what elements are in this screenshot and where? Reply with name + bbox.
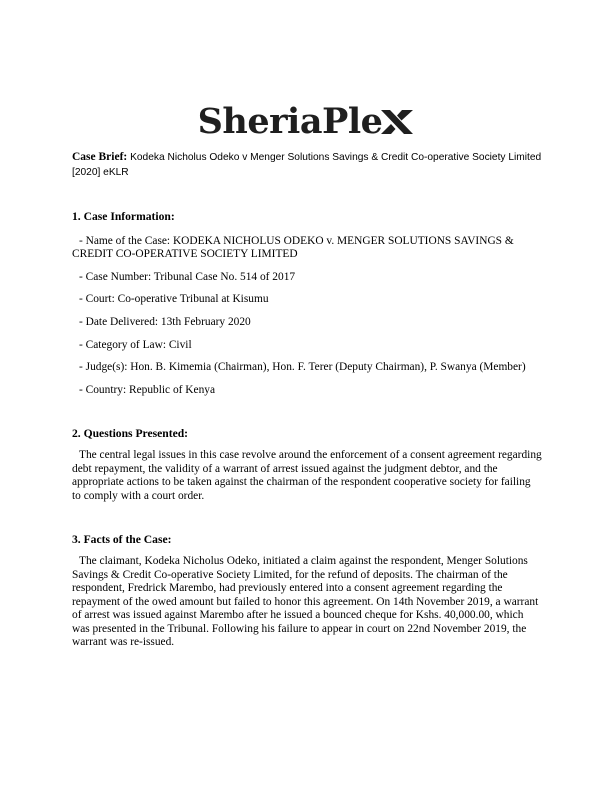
- case-info-name: - Name of the Case: KODEKA NICHOLUS ODEKO v. MENGER SOLUTIONS SAVINGS & CREDIT CO-OPERATIVE SOCIETY LIMITED: [72, 234, 514, 261]
- section-heading-case-information: 1. Case Information:: [72, 210, 175, 223]
- case-brief-label: Case Brief:: [72, 151, 128, 163]
- logo-x-mark-icon: [380, 107, 414, 137]
- case-info-date: - Date Delivered: 13th February 2020: [79, 315, 251, 328]
- questions-paragraph: The central legal issues in this case revolve around the enforcement of a consent agreement regarding debt repayment, the validity of a warrant of arrest issued against the judgment debtor, and the appropriate actions to be taken against the chairman of the respondent cooperative society for failing to comply with a court order.: [72, 448, 542, 502]
- sheriaplex-logo: [0, 100, 612, 144]
- case-info-country: - Country: Republic of Kenya: [79, 383, 216, 396]
- section-heading-questions: 2. Questions Presented:: [72, 427, 189, 441]
- case-info-judges: - Judge(s): Hon. B. Kimemia (Chairman), Hon. F. Terer (Deputy Chairman), P. Swanya (Member): [79, 361, 526, 374]
- case-info-number: - Case Number: Tribunal Case No. 514 of 2017: [79, 270, 296, 283]
- document-body: [72, 210, 542, 650]
- logo-text: SheriaPle: [197, 101, 383, 142]
- facts-paragraph: The claimant, Kodeka Nicholus Odeko, initiated a claim against the respondent, Menger Solutions Savings & Credit Co-operative Society Limited, for the refund of deposits. The chairman of the respondent, Fredrick Marembo, had previously entered into a consent agreement regarding the repayment of the owed amount but failed to honor this agreement. On 14th November 2019, a warrant of arrest was issued against Marembo after he issued a bounced cheque for Kshs. 40,000.00, which was presented in the Tribunal. Following his failure to appear in court on 22nd November 2019, the warrant was re-issued.: [72, 554, 539, 649]
- section-heading-facts: 3. Facts of the Case:: [72, 533, 172, 547]
- case-info-court: - Court: Co-operative Tribunal at Kisumu: [79, 293, 269, 306]
- case-brief-title: Kodeka Nicholus Odeko v Menger Solutions Savings & Credit Co-operative Society Limited [2020] eKLR: [72, 152, 542, 178]
- case-info-category: - Category of Law: Civil: [79, 338, 192, 351]
- case-brief-line: [72, 150, 552, 180]
